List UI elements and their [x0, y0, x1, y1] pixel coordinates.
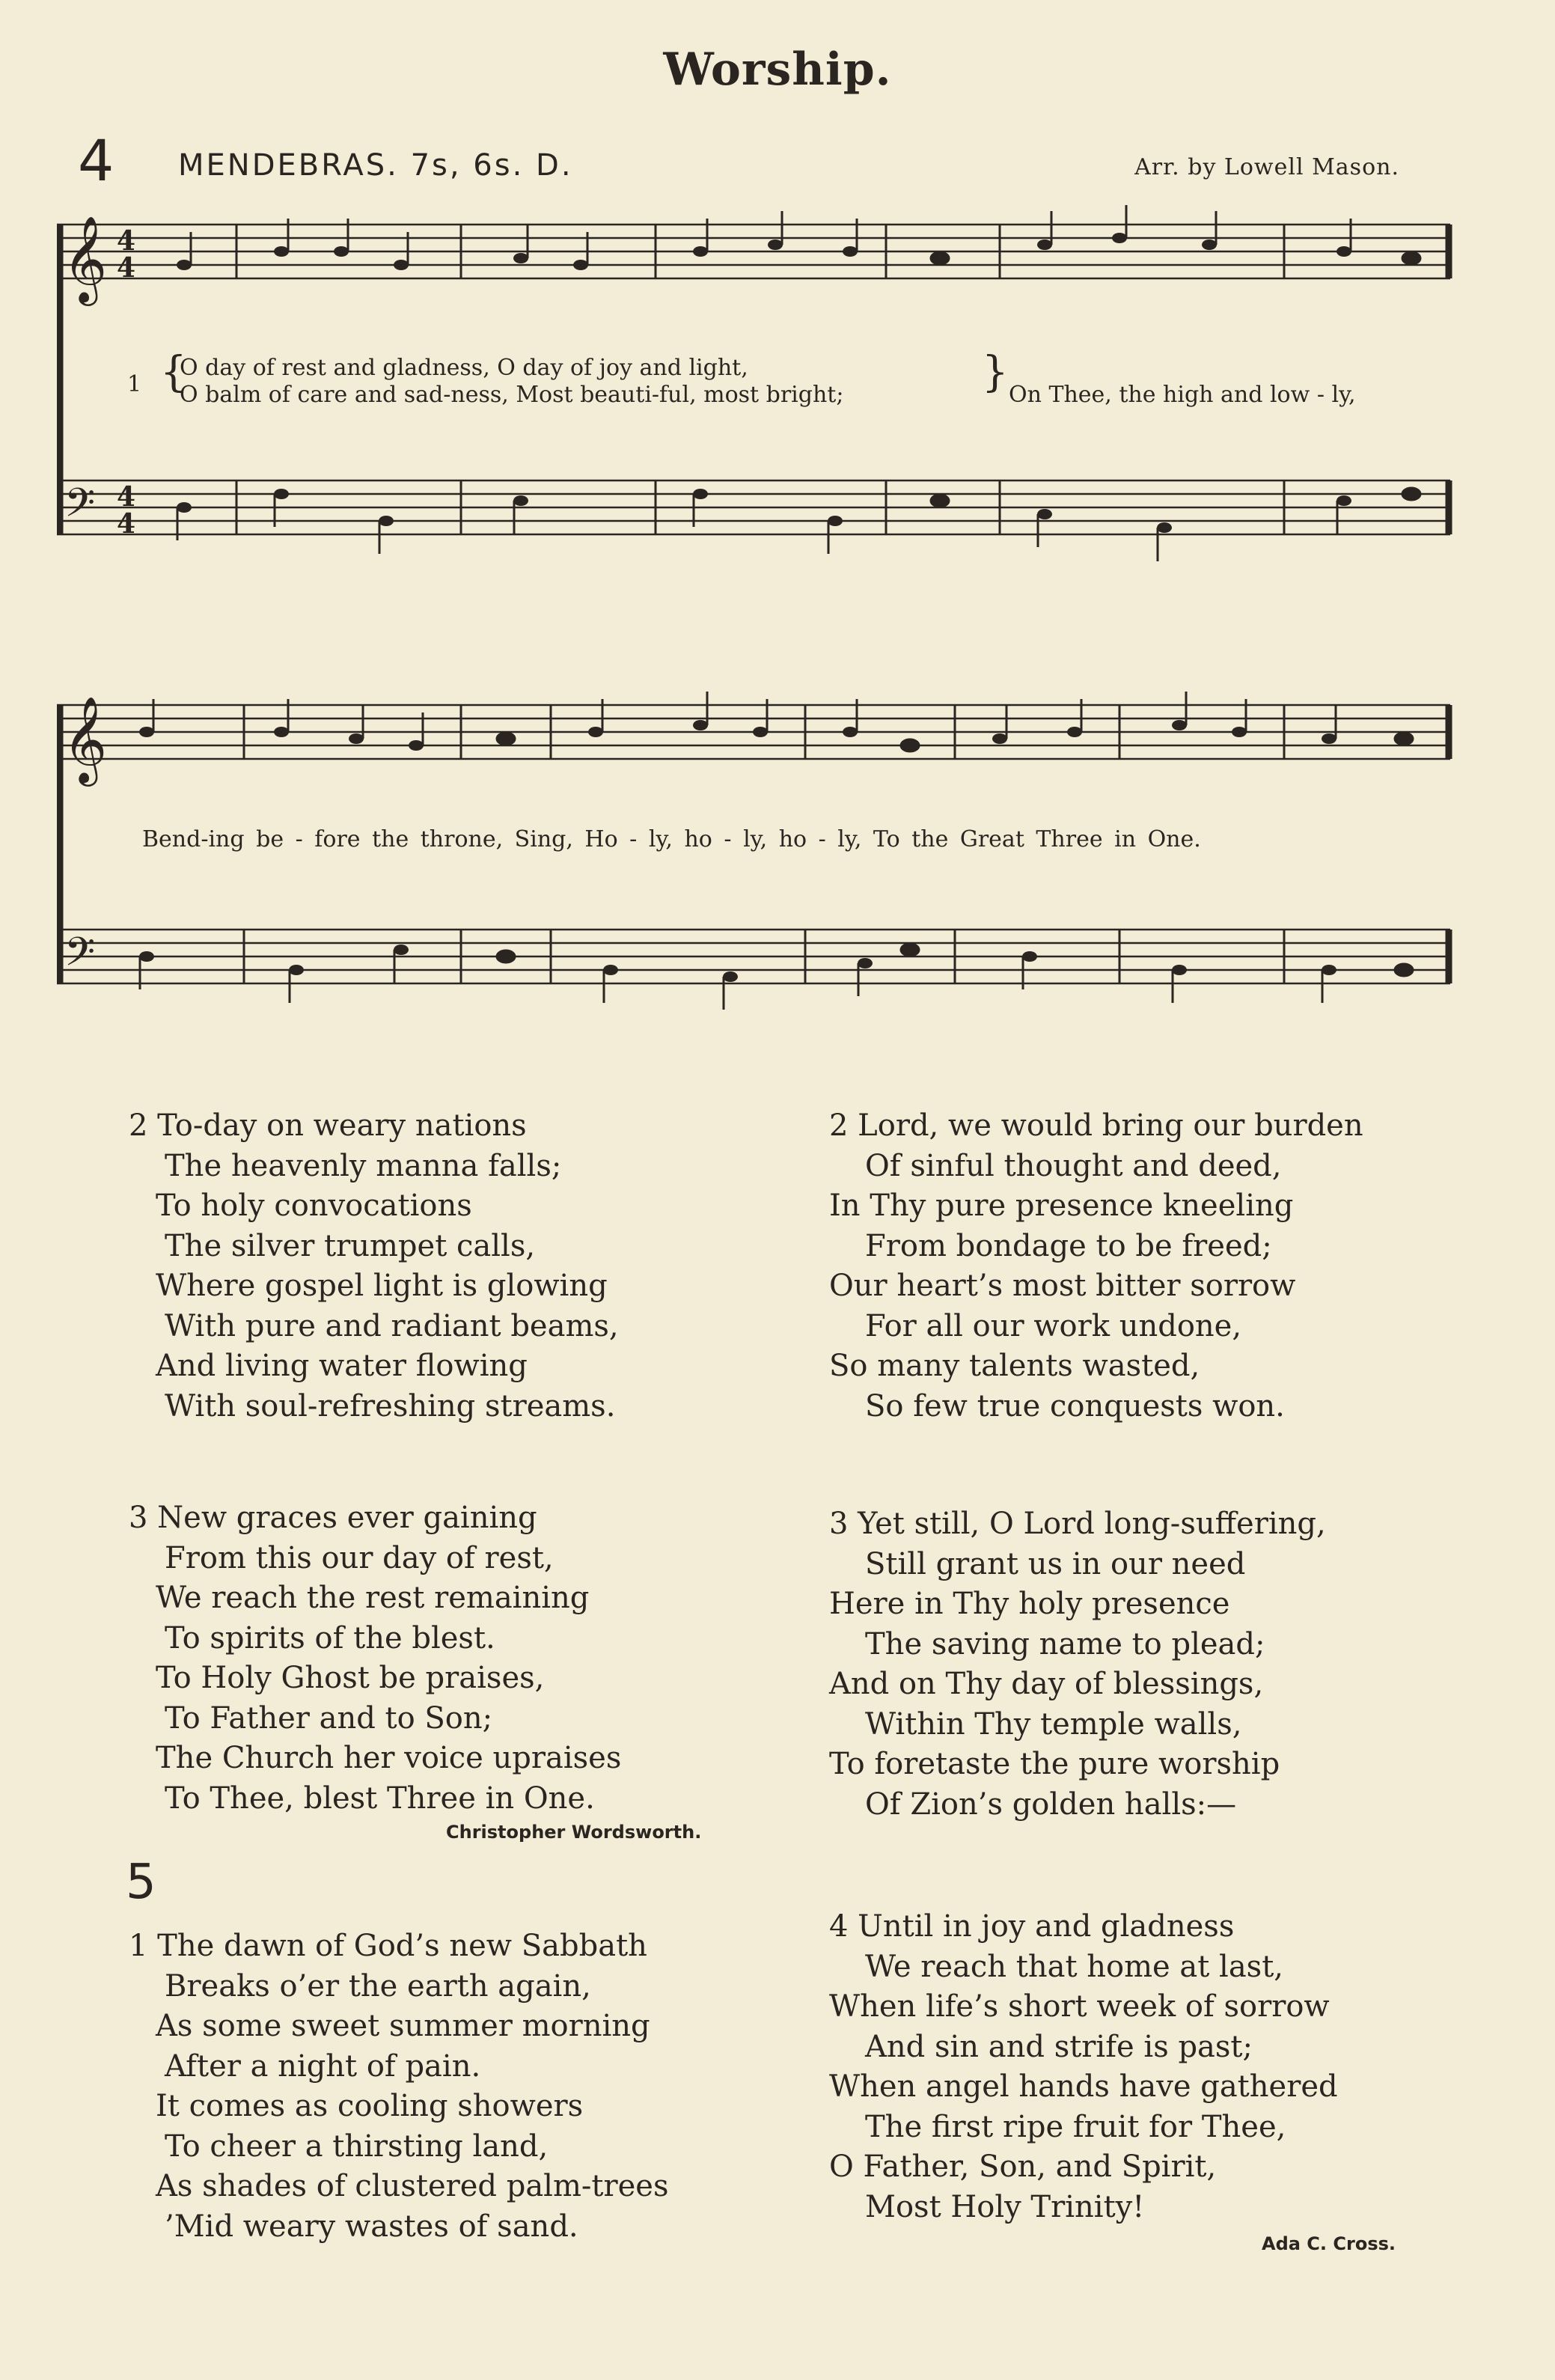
right-brace: }	[982, 348, 1009, 397]
left-brace: {	[160, 348, 187, 397]
music-system-2	[57, 683, 1456, 1034]
lyric-continuation: On Thee, the high and low - ly,	[1009, 382, 1356, 408]
stanza-hymn5-1: 1 The dawn of God’s new Sabbath Breaks o’er the earth again, As some sweet summer morning After a night of pain. It comes as cooling showers To cheer a thirsting land, As shades of clustered palm-trees ’Mid weary wastes of sand.	[129, 1929, 669, 2244]
author-credit: Ada C. Cross.	[1262, 2233, 1396, 2254]
verse-number: 1	[127, 371, 142, 397]
stanza-hymn5-4: 4 Until in joy and gladness We reach that home at last, When life’s short week of sorrow And sin and strife is past; When angel hands have gathered The first ripe fruit for Thee, O Father, Son, and Spirit, Most Holy Trinity!	[829, 1909, 1338, 2224]
tune-name: MENDEBRAS. 7s, 6s. D.	[178, 148, 573, 183]
stanza-hymn4-3: 3 New graces ever gaining From this our day of rest, We reach the rest remaining To spirits of the blest. To Holy Ghost be praises, To Father and to Son; The Church her voice upraises To Thee, blest Three in One.	[129, 1501, 622, 1816]
time-signature-top: 4	[117, 225, 136, 257]
bass-staff-2	[57, 930, 1450, 983]
stanza-number: 2	[829, 1108, 849, 1143]
bass-clef-icon: 𝄢	[64, 930, 96, 985]
treble-staff	[57, 225, 1450, 278]
bass-clef-icon: 𝄢	[64, 480, 96, 536]
arranger-credit: Arr. by Lowell Mason.	[1134, 154, 1399, 180]
stanza-number: 3	[829, 1507, 849, 1541]
time-signature-bottom: 4	[117, 252, 136, 284]
stanza-hymn5-3: 3 Yet still, O Lord long-suffering, Still grant us in our need Here in Thy holy presence The saving name to plead; And on Thy day of blessings, Within Thy temple walls, To foretaste the pure worship Of Zion’s golden halls:—	[829, 1507, 1326, 1822]
treble-clef-icon: 𝄞	[63, 215, 108, 302]
author-credit: Christopher Wordsworth.	[446, 1822, 702, 1843]
lyric-line-b: O balm of care and sad-ness, Most beauti-ful, most bright;	[180, 382, 844, 408]
stanza-hymn5-2: 2 Lord, we would bring our burden Of sinful thought and deed, In Thy pure presence kneeling From bondage to be freed; Our heart’s most bitter sorrow For all our work undone, So many talents wasted, So few true conquests won.	[829, 1108, 1363, 1424]
stanza-number: 2	[129, 1108, 148, 1143]
score-system-2	[57, 683, 1456, 1034]
stanza-hymn4-2: 2 To-day on weary nations The heavenly manna falls; To holy convocations The silver trumpet calls, Where gospel light is glowing With pure and radiant beams, And living water flowing With soul-refreshing streams.	[129, 1108, 619, 1424]
time-signature-bass-bottom: 4	[117, 508, 136, 540]
page-heading: Worship.	[663, 43, 892, 96]
time-signature-bass-top: 4	[117, 481, 136, 513]
bass-staff	[57, 480, 1450, 534]
stanza-number: 3	[129, 1501, 148, 1535]
hymn-number: 5	[126, 1855, 156, 1910]
lyric-line-c: Bend-ing be - fore the throne, Sing, Ho - ly, ho - ly, ho - ly, To the Great Three in One.	[142, 826, 1201, 852]
lyric-line-a: O day of rest and gladness, O day of joy and light,	[180, 355, 748, 381]
stanza-number: 4	[829, 1909, 849, 1944]
stanza-number: 1	[129, 1929, 148, 1963]
treble-clef-icon: 𝄞	[63, 695, 108, 783]
hymn-number: 4	[78, 127, 114, 194]
